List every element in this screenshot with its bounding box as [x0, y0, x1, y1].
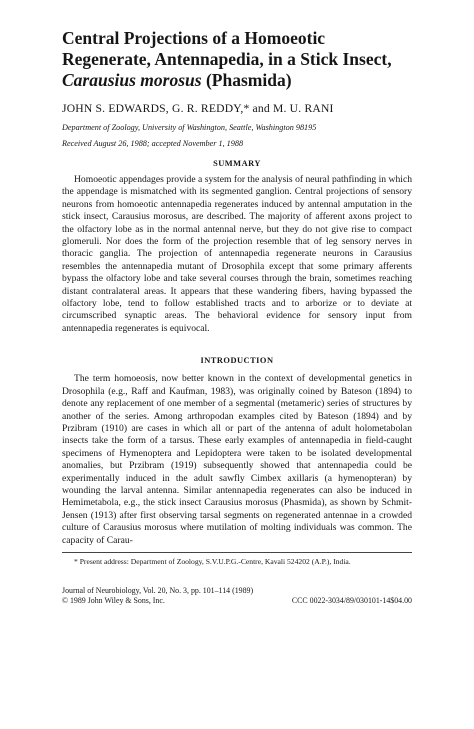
author-footnote: * Present address: Department of Zoology, S.V.U.P.G.-Centre, Kavali 524202 (A.P.), India.	[74, 556, 351, 566]
received-dates: Received August 26, 1988; accepted November 1, 1988	[62, 139, 244, 148]
author-list: JOHN S. EDWARDS, G. R. REDDY,* and M. U. RANI	[62, 102, 334, 115]
title-species: Carausius morosus	[62, 70, 202, 90]
ccc-code: CCC 0022-3034/89/030101-14$04.00	[291, 595, 412, 605]
journal-info	[62, 586, 412, 606]
introduction-paragraph: The term homoeosis, now better known in the context of developmental genetics in Drosophila (e.g., Raff and Kaufman, 1983), was originally coined by Bateson (1894) to denote any replacement of one member of a segmental (metameric) series of structures by another of the series. Among arthropodan examples cited by Bateson (1894) and by Przibram (1910) are cases in which all or part of the antenna of adult holometabolan insects take the form of a tarsus. These early examples of antennapedia in field-caught specimens of Hymenoptera and Lepidoptera were taken to be isolated developmental anomalies, but Przibram (1919) subsequently showed that antennapedia could be experimentally induced in the adult sawfly Cimbex axillaris (a hymenopteran) by wounding the larval antenna. Similar antennapedia regenerates can also be induced in Hemimetabola, e.g., the stick insect Carausius morosus (Phasmida), as shown by Schmit-Jensen (1913) after first observing tarsal segments on regenerated antennae in a crowded culture of Carausius morosus where mutilation of molting individuals was common. The capacity of Carau-	[62, 373, 412, 546]
title-line-1: Central Projections of a Homoeotic	[62, 28, 326, 48]
introduction-section	[62, 356, 412, 547]
journal-citation: Journal of Neurobiology, Vol. 20, No. 3, pp. 101–114 (1989)	[62, 585, 254, 595]
paper-title	[62, 28, 412, 91]
summary-heading: SUMMARY	[213, 159, 261, 168]
summary-paragraph: Homoeotic appendages provide a system for the analysis of neural pathfinding in which the appendage is mismatched with its segmented ganglion. Central projections of sensory neurons from homoeotic antennapedia regenerates induced by antennal amputation in the stick insect, Carausius morosus, are described. The majority of afferent axons project to the olfactory lobe as in the normal antennal nerve, but they do not give rise to compact glomeruli. Nor does the form of the projection resemble that of leg sensory nerves in thoracic ganglia. The projection of antennapedia regenerate neurons in Carausius resembles the antennapedia mutant of Drosophila except that some primary afferents bypass the olfactory lobe and take several courses through the brain, sometimes reaching distant contralateral areas. It appears that these wandering fibers, having bypassed the olfactory lobe, tend to follow established tracts and to arborize or to deviate at circumscribed synaptic areas. The behavioral evidence for sensory input from antennapedia regenerates is equivocal.	[62, 174, 412, 334]
introduction-heading: INTRODUCTION	[200, 356, 274, 366]
footnote-divider	[62, 552, 412, 553]
title-line-2: Regenerate, Antennapedia, in a Stick Insect,	[62, 49, 392, 69]
title-line-3: (Phasmida)	[201, 70, 292, 90]
copyright-line: © 1989 John Wiley & Sons, Inc.	[62, 595, 165, 605]
affiliation: Department of Zoology, University of Washington, Seattle, Washington 98195	[62, 123, 317, 132]
